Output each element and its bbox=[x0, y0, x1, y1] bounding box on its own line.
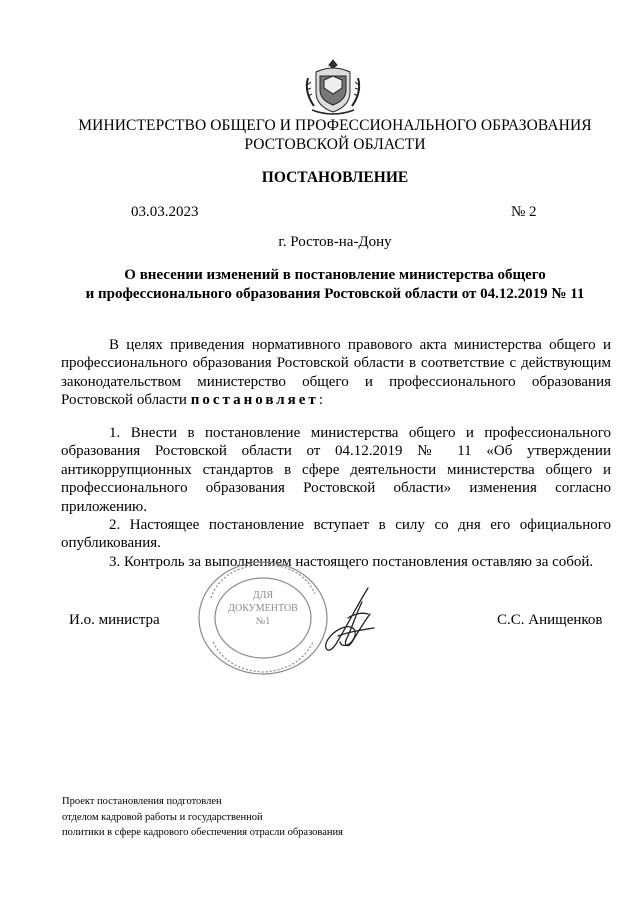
decides-word: постановляет bbox=[190, 392, 319, 409]
resolution-item-3: 3. Контроль за выполнением настоящего постановления оставляю за собой. bbox=[109, 553, 594, 570]
document-number: № 2 bbox=[511, 204, 537, 220]
handwritten-signature-icon bbox=[318, 584, 380, 660]
prepared-by-note bbox=[62, 794, 343, 841]
ministry-name-line1: МИНИСТЕРСТВО ОБЩЕГО И ПРОФЕССИОНАЛЬНОГО ОБРАЗОВАНИЯ bbox=[78, 117, 592, 134]
resolution-items bbox=[61, 424, 611, 571]
subject-line1: О внесении изменений в постановление министерства общего bbox=[124, 267, 546, 283]
stamp-text-1: ДЛЯ bbox=[252, 590, 274, 601]
coat-of-arms-icon bbox=[302, 58, 364, 116]
stamp-text-3: №1 bbox=[255, 616, 271, 627]
round-seal-icon bbox=[193, 558, 333, 678]
footer-line3: политики в сфере кадрового обеспечения отрасли образования bbox=[62, 827, 343, 838]
document-type: ПОСТАНОВЛЕНИЕ bbox=[261, 169, 409, 186]
document-date: 03.03.2023 bbox=[131, 204, 199, 220]
preamble-colon: : bbox=[318, 392, 323, 409]
preamble-text: В целях приведения нормативного правового акта министерства общего и профессионального образования Ростовской области в соответствие с действующим законодательством министерство общего и профессионального образования Ростовской области bbox=[61, 337, 611, 409]
subject-line2: и профессионального образования Ростовской области от 04.12.2019 № 11 bbox=[85, 286, 585, 302]
preamble-paragraph bbox=[61, 336, 611, 410]
preamble bbox=[61, 336, 611, 410]
stamp-text-2: ДОКУМЕНТОВ bbox=[228, 603, 298, 614]
signatory-role: И.о. министра bbox=[69, 612, 160, 628]
ministry-name bbox=[40, 116, 630, 154]
footer-line2: отделом кадровой работы и государственной bbox=[62, 811, 263, 823]
resolution-item-1: 1. Внести в постановление министерства общего и профессионального образования Ростовской области от 04.12.2019 № 11 «Об утверждении антикоррупционных стандартов в сфере деятельности министерства общего и профессионального образования Ростовской области» изменения согласно приложению. bbox=[61, 425, 611, 515]
footer-line1: Проект постановления подготовлен bbox=[62, 796, 222, 807]
document-subject bbox=[40, 266, 630, 304]
resolution-item-2: 2. Настоящее постановление вступает в силу со дня его официального опубликования. bbox=[61, 517, 611, 552]
signatory-name: С.С. Анищенков bbox=[497, 612, 603, 628]
document-city: г. Ростов-на-Дону bbox=[278, 234, 392, 250]
ministry-name-line2: РОСТОВСКОЙ ОБЛАСТИ bbox=[244, 136, 426, 153]
